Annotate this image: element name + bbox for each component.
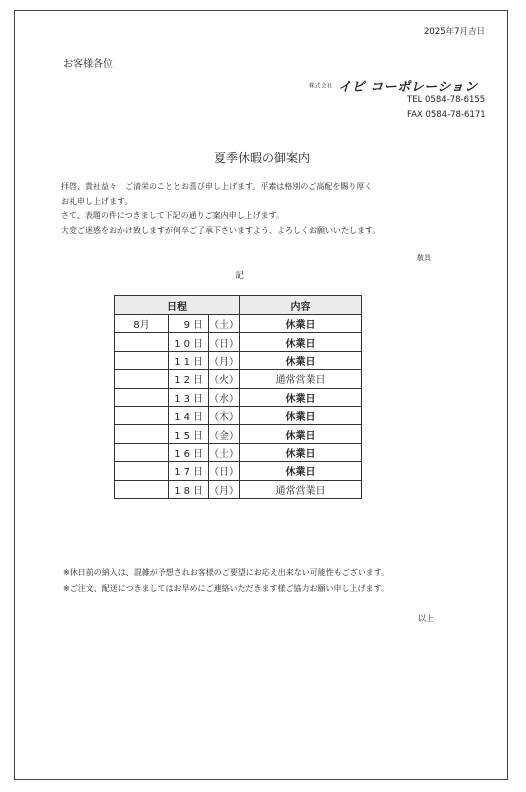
table-row xyxy=(115,480,362,498)
addressee: お客様各位 xyxy=(63,59,113,70)
content-cell: 休業日 xyxy=(240,315,362,333)
content-cell: 休業日 xyxy=(240,462,362,480)
day-cell: 17日 xyxy=(169,462,209,480)
issue-date: 2025年7月吉日 xyxy=(424,27,486,37)
weekday-cell: （金） xyxy=(209,425,240,443)
company-name: イビ コーポレーション xyxy=(338,80,478,95)
day-cell: 14日 xyxy=(169,406,209,424)
content-cell: 休業日 xyxy=(240,443,362,461)
month-cell xyxy=(115,425,169,443)
fax-number: FAX 0584-78-6171 xyxy=(407,110,486,120)
table-row xyxy=(115,443,362,461)
document-page xyxy=(14,10,508,780)
weekday-cell: （火） xyxy=(209,370,240,388)
ki-heading: 記 xyxy=(235,271,245,281)
day-cell: 16日 xyxy=(169,443,209,461)
table-row xyxy=(115,315,362,333)
day-cell: 11日 xyxy=(169,351,209,369)
page-title: 夏季休暇の御案内 xyxy=(213,151,310,165)
note-line: ※ご注文、配送につきましてはお早めにご連絡いただきます様ご協力お願い申し上げます。 xyxy=(63,584,389,593)
table-row xyxy=(115,370,362,388)
schedule-table xyxy=(114,295,362,499)
day-cell: 13日 xyxy=(169,388,209,406)
weekday-cell: （日） xyxy=(209,462,240,480)
content-cell: 休業日 xyxy=(240,406,362,424)
month-cell xyxy=(115,462,169,480)
weekday-cell: （日） xyxy=(209,333,240,351)
weekday-cell: （土） xyxy=(209,315,240,333)
header-content: 内容 xyxy=(240,296,362,315)
day-cell: 9日 xyxy=(169,315,209,333)
day-cell: 15日 xyxy=(169,425,209,443)
content-cell: 通常営業日 xyxy=(240,480,362,498)
keigu: 敬具 xyxy=(417,254,431,262)
company-prefix: 株式会社 xyxy=(309,83,334,90)
company-logo xyxy=(309,75,478,95)
month-cell xyxy=(115,388,169,406)
month-cell xyxy=(115,480,169,498)
tel-number: TEL 0584-78-6155 xyxy=(407,95,486,105)
table-row xyxy=(115,351,362,369)
table-row xyxy=(115,425,362,443)
weekday-cell: （月） xyxy=(209,351,240,369)
closing: 以上 xyxy=(418,614,434,623)
day-cell: 10日 xyxy=(169,333,209,351)
header-schedule: 日程 xyxy=(115,296,240,315)
content-cell: 休業日 xyxy=(240,425,362,443)
body-line: さて、表題の件につきまして下記の通りご案内申し上げます。 xyxy=(61,211,285,220)
day-cell: 12日 xyxy=(169,370,209,388)
table-row xyxy=(115,333,362,351)
weekday-cell: （月） xyxy=(209,480,240,498)
weekday-cell: （水） xyxy=(209,388,240,406)
month-cell xyxy=(115,370,169,388)
month-cell xyxy=(115,351,169,369)
weekday-cell: （土） xyxy=(209,443,240,461)
month-cell xyxy=(115,406,169,424)
content-cell: 休業日 xyxy=(240,333,362,351)
weekday-cell: （木） xyxy=(209,406,240,424)
content-cell: 休業日 xyxy=(240,351,362,369)
body-line: お礼申し上げます。 xyxy=(61,197,133,206)
table-row xyxy=(115,388,362,406)
body-line: 大変ご迷惑をおかけ致しますが何卒ご了承下さいますよう、よろしくお願いいたします。 xyxy=(61,226,381,235)
content-cell: 休業日 xyxy=(240,388,362,406)
body-line: 拝啓、貴社益々 ご清栄のこととお喜び申し上げます。平素は格別のご高配を賜り厚く xyxy=(61,182,373,191)
month-cell xyxy=(115,333,169,351)
table-row xyxy=(115,462,362,480)
day-cell: 18日 xyxy=(169,480,209,498)
month-cell: 8月 xyxy=(115,315,169,333)
note-line: ※休日前の納入は、混雑が予想されお客様のご要望にお応え出来ない可能性もございます。 xyxy=(63,568,390,577)
content-cell: 通常営業日 xyxy=(240,370,362,388)
table-header-row xyxy=(115,296,362,315)
month-cell xyxy=(115,443,169,461)
table-row xyxy=(115,406,362,424)
